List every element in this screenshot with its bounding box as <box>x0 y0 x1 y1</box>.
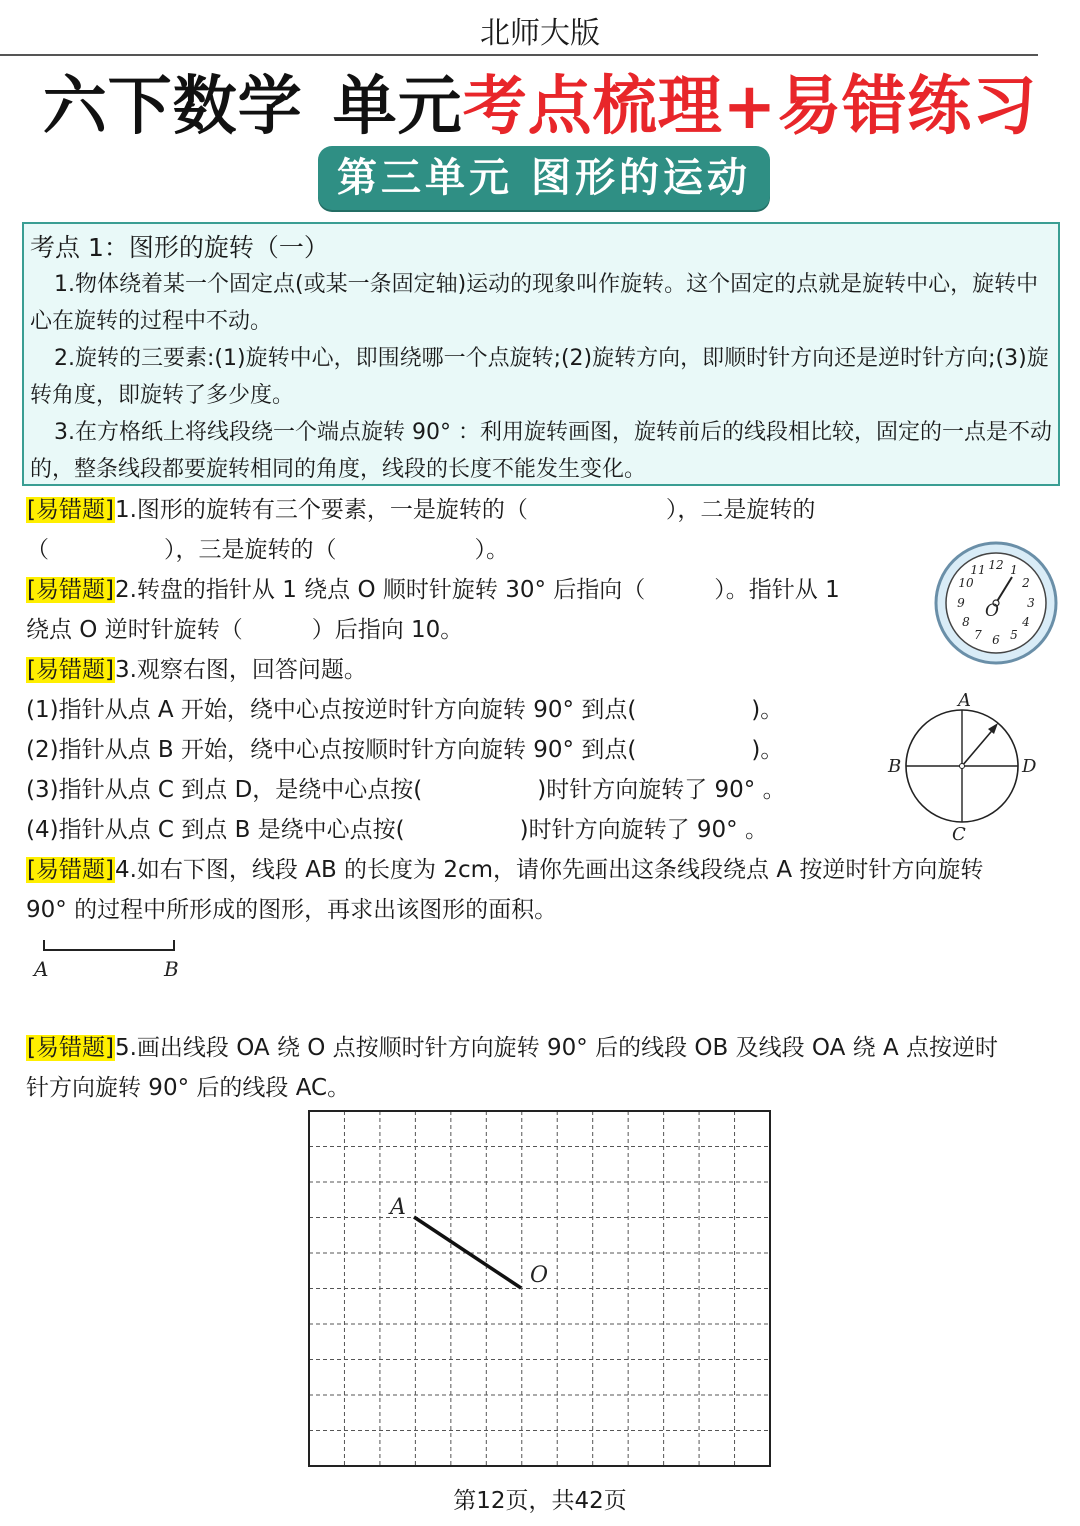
direction-pointer <box>962 726 996 766</box>
clock-number: 2 <box>1022 576 1030 590</box>
question-3-sub-4: (4)指针从点 C 到点 B 是绕中心点按( )时针方向旋转了 90° 。 <box>26 817 768 843</box>
question-3-sub-1: (1)指针从点 A 开始，绕中心点按逆时针方向旋转 90° 到点( )。 <box>26 697 784 723</box>
grid-paper-figure <box>308 1110 772 1468</box>
clock-number: 8 <box>962 615 970 629</box>
segment-ab-figure <box>30 934 200 984</box>
question-2-line-2: 绕点 O 逆时针旋转（ ）后指向 10。 <box>26 617 464 643</box>
unit-banner: 第三单元 图形的运动 <box>318 146 770 210</box>
clock-number: 10 <box>958 576 974 590</box>
clock-number: 4 <box>1022 615 1030 629</box>
question-4-line-1: [易错题]4.如右下图，线段 AB 的长度为 2cm，请你先画出这条线段绕点 A 按逆时针方向旋转 <box>27 857 984 883</box>
clock-number: 12 <box>988 558 1004 572</box>
clock-number: 1 <box>1010 563 1018 577</box>
key-point-2: 2.旋转的三要素:(1)旋转中心，即围绕哪一个点旋转;(2)旋转方向，即顺时针方向还是逆时针方向;(3)旋转角度，即旋转了多少度。 <box>30 346 1049 408</box>
question-3-sub-3: (3)指针从点 C 到点 D，是绕中心点按( )时针方向旋转了 90° 。 <box>26 777 786 803</box>
circle-direction-figure <box>880 686 1050 846</box>
clock-number: 5 <box>1010 628 1018 642</box>
page-number: 第12页，共42页 <box>453 1488 627 1514</box>
key-point-1: 1.物体绕着某一个固定点(或某一条固定轴)运动的现象叫作旋转。这个固定的点就是旋转中心，旋转中心在旋转的过程中不动。 <box>30 272 1039 334</box>
header-divider <box>0 54 1038 56</box>
question-1-line-2: （ ），三是旋转的（ ）。 <box>26 537 509 563</box>
question-3-sub-2: (2)指针从点 B 开始，绕中心点按顺时针方向旋转 90° 到点( )。 <box>26 737 784 763</box>
page-title <box>0 64 1080 150</box>
question-1-line-1: [易错题]1.图形的旋转有三个要素，一是旋转的（ ），二是旋转的 <box>27 497 816 523</box>
pointer-arrowhead <box>988 723 998 734</box>
error-tag: [易错题] <box>27 577 114 603</box>
edition-label: 北师大版 <box>480 16 600 51</box>
grid-label-a: A <box>390 1195 406 1220</box>
circle-label-bottom: C <box>952 824 966 845</box>
clock-number: 9 <box>957 596 965 610</box>
title-part-highlight: 考点梳理+易错练习 <box>462 70 1038 144</box>
clock-figure <box>930 540 1062 666</box>
error-tag: [易错题] <box>27 497 114 523</box>
clock-center-label: O <box>985 601 999 621</box>
question-4-line-2: 90° 的过程中所形成的图形，再求出该图形的面积。 <box>26 897 558 923</box>
clock-number: 7 <box>974 628 982 642</box>
key-points-box <box>22 222 1060 486</box>
clock-number: 3 <box>1027 596 1035 610</box>
key-points-heading: 考点 1：图形的旋转（一） <box>30 233 329 262</box>
clock-number: 6 <box>992 633 1000 647</box>
title-part-unit: 单元 <box>332 70 463 144</box>
question-3-intro: [易错题]3.观察右图，回答问题。 <box>27 657 367 683</box>
grid-lines <box>309 1111 770 1466</box>
question-5-line-1: [易错题]5.画出线段 OA 绕 O 点按顺时针方向旋转 90° 后的线段 OB 及线段 OA 绕 A 点按逆时 <box>27 1035 998 1061</box>
circle-label-right: D <box>1022 756 1037 777</box>
circle-label-left: B <box>888 756 902 777</box>
circle-label-top: A <box>958 690 971 711</box>
title-part-subject: 六下数学 <box>42 70 303 144</box>
error-tag: [易错题] <box>27 1035 114 1061</box>
grid-border <box>309 1111 770 1466</box>
question-2-line-1: [易错题]2.转盘的指针从 1 绕点 O 顺时针旋转 30° 后指向（ ）。指针从 1 <box>27 577 840 603</box>
key-point-3: 3.在方格纸上将线段绕一个端点旋转 90° ：利用旋转画图，旋转前后的线段相比较，固定的一点是不动的，整条线段都要旋转相同的角度，线段的长度不能发生变化。 <box>30 420 1052 482</box>
error-tag: [易错题] <box>27 657 114 683</box>
question-5-line-2: 针方向旋转 90° 后的线段 AC。 <box>26 1075 351 1101</box>
circle-center-dot <box>960 764 965 769</box>
error-tag: [易错题] <box>27 857 114 883</box>
grid-label-o: O <box>530 1263 549 1288</box>
segment-label-a: A <box>34 957 49 981</box>
clock-number: 11 <box>970 563 986 577</box>
segment-label-b: B <box>164 957 179 981</box>
